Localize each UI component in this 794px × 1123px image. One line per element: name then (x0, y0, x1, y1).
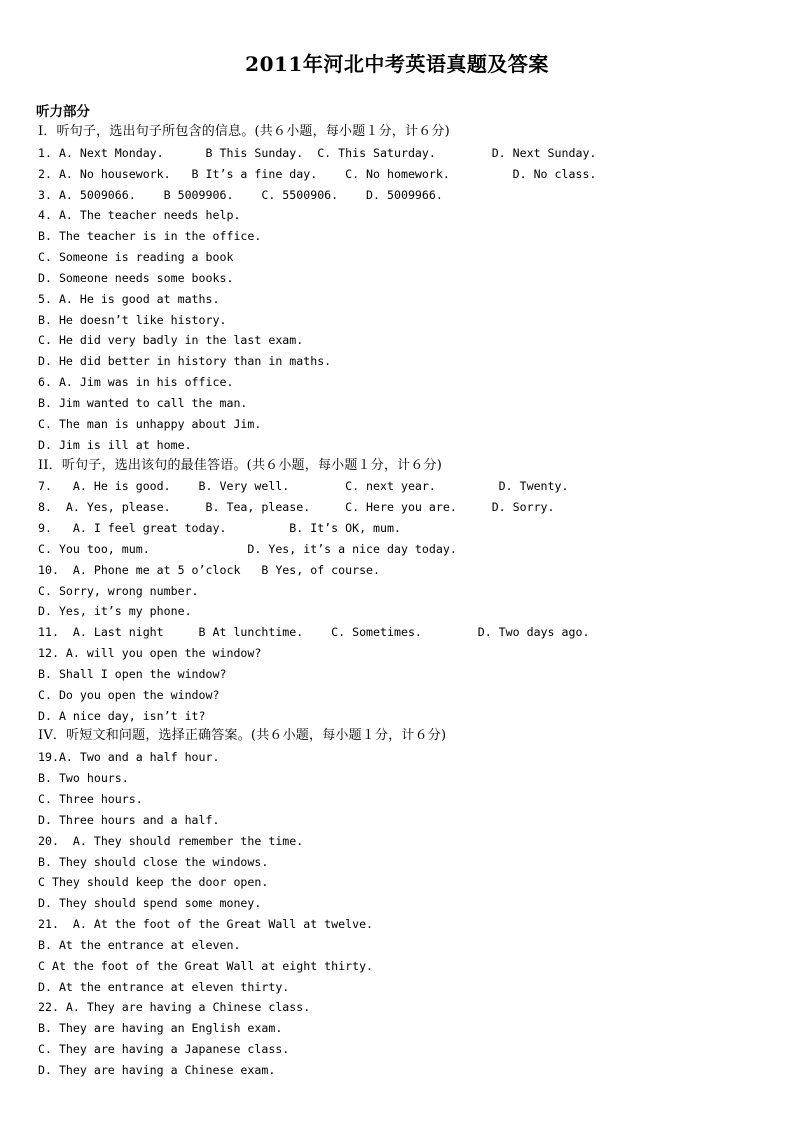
question-line: 11. A. Last night B At lunchtime. C. Sometimes. D. Two days ago. (38, 625, 590, 640)
question-line: C. They are having a Japanese class. (38, 1042, 290, 1057)
question-line: C They should keep the door open. (38, 875, 269, 890)
question-line: D. Yes, it’s my phone. (38, 604, 192, 619)
question-line: C. Three hours. (38, 792, 143, 806)
question-line: C. Sorry, wrong number. (38, 583, 199, 598)
question-line: 19.A. Two and a half hour. (38, 750, 220, 765)
part-heading: IV．听短文和问题，选择正确答案。(共６小题，每小题１分，计６分) (38, 728, 447, 744)
question-list (38, 122, 778, 1081)
question-line: 1. A. Next Monday. B This Sunday. C. This Saturday. D. Next Sunday. (38, 145, 597, 160)
question-line: B. The teacher is in the office. (38, 229, 262, 244)
question-line: 9. A. I feel great today. B. It’s OK, mum. (38, 521, 401, 536)
question-line: 7. A. He is good. B. Very well. C. next year. D. Twenty. (38, 479, 569, 494)
question-line: C. Do you open the window? (38, 687, 220, 702)
question-line: B. At the entrance at eleven. (38, 937, 241, 952)
question-line: D. Jim is ill at home. (38, 437, 192, 452)
question-line: D. A nice day, isn’t it? (38, 708, 206, 723)
question-line: 8. A. Yes, please. B. Tea, please. C. Here you are. D. Sorry. (38, 500, 555, 515)
question-line: 22. A. They are having a Chinese class. (38, 1000, 311, 1015)
question-line: D. At the entrance at eleven thirty. (38, 979, 290, 994)
question-line: C At the foot of the Great Wall at eight thirty. (38, 958, 374, 973)
part-heading: II．听句子，选出该句的最佳答语。(共６小题，每小题１分，计６分) (38, 457, 443, 473)
question-line: D. Three hours and a half. (38, 812, 220, 827)
question-line: B. Shall I open the window? (38, 666, 227, 681)
question-line: C. The man is unhappy about Jim. (38, 416, 262, 431)
question-line: B. He doesn’t like history. (38, 312, 227, 327)
question-line: B. They should close the windows. (38, 854, 269, 869)
question-line: B. They are having an English exam. (38, 1021, 283, 1036)
question-line: B. Two hours. (38, 771, 129, 786)
question-line: D. Someone needs some books. (38, 270, 234, 285)
part-heading: I．听句子，选出句子所包含的信息。(共６小题，每小题１分，计６分) (38, 124, 450, 139)
question-line: D. They are having a Chinese exam. (38, 1062, 276, 1077)
question-line: 3. A. 5009066. B 5009906. C. 5500906. D. 5009966. (38, 187, 443, 202)
question-line: 4. A. The teacher needs help. (38, 208, 241, 223)
question-line: C. You too, mum. D. Yes, it’s a nice day today. (38, 541, 457, 556)
question-line: 2. A. No housework. B It’s a fine day. C. No homework. D. No class. (38, 166, 597, 181)
question-line: B. Jim wanted to call the man. (38, 395, 248, 410)
question-line: 20. A. They should remember the time. (38, 833, 304, 848)
document-title: 2011年河北中考英语真题及答案 (245, 52, 549, 76)
question-line: C. He did very badly in the last exam. (38, 333, 304, 348)
question-line: 21. A. At the foot of the Great Wall at twelve. (38, 917, 374, 932)
question-line: 6. A. Jim was in his office. (38, 375, 234, 390)
question-line: 5. A. He is good at maths. (38, 291, 220, 306)
question-line: 10. A. Phone me at 5 o’clock B Yes, of course. (38, 562, 381, 577)
question-line: C. Someone is reading a book (38, 250, 234, 265)
question-line: D. He did better in history than in maths. (38, 354, 332, 369)
section-heading: 听力部分 (36, 104, 90, 120)
question-line: D. They should spend some money. (38, 896, 262, 911)
question-line: 12. A. will you open the window? (38, 646, 262, 661)
